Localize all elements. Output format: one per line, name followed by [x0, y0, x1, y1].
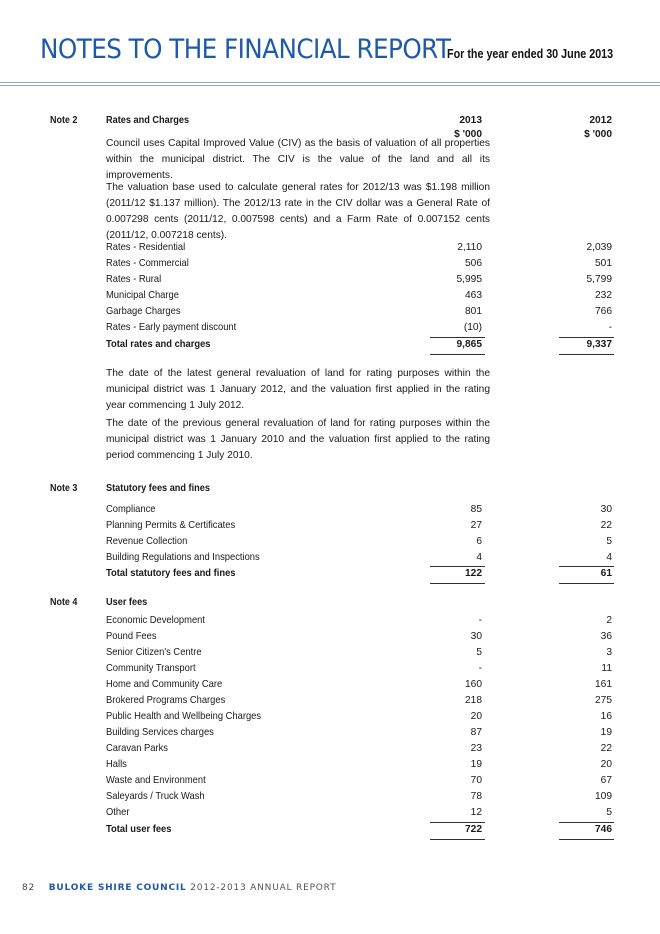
row-label: Planning Permits & Certificates — [106, 520, 236, 531]
column-unit-current: $ '000 — [454, 129, 482, 140]
table-row — [0, 304, 660, 320]
value-2012: 766 — [595, 306, 612, 317]
table-row — [0, 773, 660, 789]
value-2013: 6 — [476, 536, 482, 547]
total-row — [0, 822, 660, 838]
row-label: Senior Citizen's Centre — [106, 647, 202, 658]
value-2013: 801 — [465, 306, 482, 317]
value-2012: 20 — [600, 759, 612, 770]
value-2012: 109 — [595, 791, 612, 802]
page-header — [40, 30, 630, 70]
value-2013: 19 — [470, 759, 482, 770]
section-title: User fees — [106, 597, 148, 608]
value-2013: 85 — [470, 504, 482, 515]
value-2012: 2,039 — [586, 242, 612, 253]
page-subtitle: For the year ended 30 June 2013 — [446, 47, 613, 61]
table-row — [0, 725, 660, 741]
section-title: Rates and Charges — [106, 115, 190, 126]
value-2012: 4 — [606, 552, 612, 563]
value-2012: 36 — [600, 631, 612, 642]
row-label: Home and Community Care — [106, 679, 223, 690]
row-label: Other — [106, 807, 130, 818]
row-label: Garbage Charges — [106, 306, 181, 317]
note4-heading-row — [0, 595, 660, 611]
table-row — [0, 677, 660, 693]
total-label: Total user fees — [106, 824, 172, 835]
value-2012: 22 — [600, 520, 612, 531]
row-label: Building Regulations and Inspections — [106, 552, 260, 563]
total-rule — [430, 583, 485, 584]
value-2012: 16 — [600, 711, 612, 722]
note2-paragraph: The valuation base used to calculate general rates for 2012/13 was $1.198 million (2011/12 $1.137 million). The 2012/13 rate in the CIV dollar was a General Rate of 0.007298 cents (2011/12, 0.007598 cents) and a Farm Rate of 0.007152 cents (2011/12, 0.007218 cents). — [106, 182, 490, 241]
value-2013: - — [478, 663, 482, 674]
value-2012: 11 — [601, 663, 612, 674]
table-row — [0, 709, 660, 725]
row-label: Pound Fees — [106, 631, 157, 642]
value-2012: 3 — [606, 647, 612, 658]
row-label: Rates - Rural — [106, 274, 162, 285]
page-footer — [22, 883, 336, 893]
row-label: Rates - Early payment discount — [106, 322, 237, 333]
table-row — [0, 613, 660, 629]
value-2012: 275 — [595, 695, 612, 706]
value-2012: 5 — [606, 807, 612, 818]
table-row — [0, 805, 660, 821]
value-2012: 22 — [600, 743, 612, 754]
table-row — [0, 550, 660, 566]
total-2012: 9,337 — [586, 339, 612, 350]
row-label: Brokered Programs Charges — [106, 695, 226, 706]
total-label: Total rates and charges — [106, 339, 211, 350]
table-row — [0, 741, 660, 757]
note2-paragraph: The date of the latest general revaluation of land for rating purposes within the municipal district was 1 January 2012, and the valuation first applied in the rating year commencing 1 July 2012. — [106, 368, 490, 411]
table-row — [0, 320, 660, 336]
value-2013: 20 — [470, 711, 482, 722]
value-2013: - — [478, 615, 482, 626]
table-row — [0, 240, 660, 256]
row-label: Revenue Collection — [106, 536, 188, 547]
page-number: 82 — [22, 883, 36, 893]
column-year-current: 2013 — [459, 115, 482, 126]
note3-heading-row — [0, 481, 660, 497]
total-rule — [430, 839, 485, 840]
value-2012: 5,799 — [586, 274, 612, 285]
table-row — [0, 645, 660, 661]
value-2012: 19 — [600, 727, 612, 738]
column-unit-prior: $ '000 — [584, 129, 612, 140]
value-2012: 2 — [606, 615, 612, 626]
header-divider — [0, 85, 660, 86]
table-row — [0, 518, 660, 534]
row-label: Economic Development — [106, 615, 205, 626]
total-rule — [559, 354, 614, 355]
value-2012: 5 — [606, 536, 612, 547]
total-2013: 122 — [465, 568, 482, 579]
table-row — [0, 288, 660, 304]
table-row — [0, 272, 660, 288]
row-label: Saleyards / Truck Wash — [106, 791, 205, 802]
value-2013: 506 — [465, 258, 482, 269]
header-divider — [0, 82, 660, 83]
total-2012: 746 — [595, 824, 612, 835]
table-row — [0, 629, 660, 645]
note-label: Note 4 — [50, 597, 78, 608]
value-2012: - — [608, 322, 612, 333]
note-label: Note 2 — [50, 115, 78, 126]
value-2012: 67 — [600, 775, 612, 786]
table-row — [0, 757, 660, 773]
section-title: Statutory fees and fines — [106, 483, 210, 494]
total-2012: 61 — [600, 568, 612, 579]
value-2013: 463 — [465, 290, 482, 301]
organization-name: BULOKE SHIRE COUNCIL — [48, 883, 187, 893]
row-label: Compliance — [106, 504, 156, 515]
note-label: Note 3 — [50, 483, 78, 494]
table-row — [0, 661, 660, 677]
value-2012: 30 — [600, 504, 612, 515]
row-label: Public Health and Wellbeing Charges — [106, 711, 262, 722]
column-year-prior: 2012 — [589, 115, 612, 126]
value-2013: 218 — [465, 695, 482, 706]
value-2013: 5 — [476, 647, 482, 658]
value-2013: 5,995 — [456, 274, 482, 285]
total-2013: 9,865 — [456, 339, 482, 350]
value-2013: 70 — [470, 775, 482, 786]
total-row — [0, 566, 660, 582]
value-2012: 232 — [595, 290, 612, 301]
table-row — [0, 534, 660, 550]
total-rule — [559, 583, 614, 584]
table-row — [0, 693, 660, 709]
row-label: Building Services charges — [106, 727, 214, 738]
row-label: Municipal Charge — [106, 290, 179, 301]
note2-paragraph: Council uses Capital Improved Value (CIV) as the basis of valuation of all properties within the municipal district. The CIV is the value of the land and all its improvements. — [106, 138, 490, 181]
value-2013: 23 — [470, 743, 482, 754]
row-label: Community Transport — [106, 663, 196, 674]
value-2013: 160 — [465, 679, 482, 690]
table-row — [0, 256, 660, 272]
table-row — [0, 502, 660, 518]
value-2013: (10) — [463, 322, 482, 333]
total-row — [0, 337, 660, 353]
value-2013: 4 — [476, 552, 482, 563]
page-title: NOTES TO THE FINANCIAL REPORT — [40, 34, 451, 65]
row-label: Waste and Environment — [106, 775, 206, 786]
value-2012: 501 — [595, 258, 612, 269]
value-2013: 27 — [470, 520, 482, 531]
total-rule — [430, 354, 485, 355]
total-2013: 722 — [465, 824, 482, 835]
value-2013: 87 — [470, 727, 482, 738]
row-label: Rates - Residential — [106, 242, 186, 253]
row-label: Caravan Parks — [106, 743, 168, 754]
total-label: Total statutory fees and fines — [106, 568, 236, 579]
value-2013: 2,110 — [457, 242, 482, 253]
row-label: Halls — [106, 759, 127, 770]
note2-paragraph: The date of the previous general revaluation of land for rating purposes within the municipal district was 1 January 2010 and the valuation first applied to the rating period commencing 1 July 2010. — [106, 418, 490, 461]
value-2013: 12 — [470, 807, 482, 818]
report-name: 2012-2013 ANNUAL REPORT — [190, 883, 337, 893]
row-label: Rates - Commercial — [106, 258, 189, 269]
table-row — [0, 789, 660, 805]
value-2013: 30 — [470, 631, 482, 642]
value-2013: 78 — [470, 791, 482, 802]
total-rule — [559, 839, 614, 840]
value-2012: 161 — [595, 679, 612, 690]
